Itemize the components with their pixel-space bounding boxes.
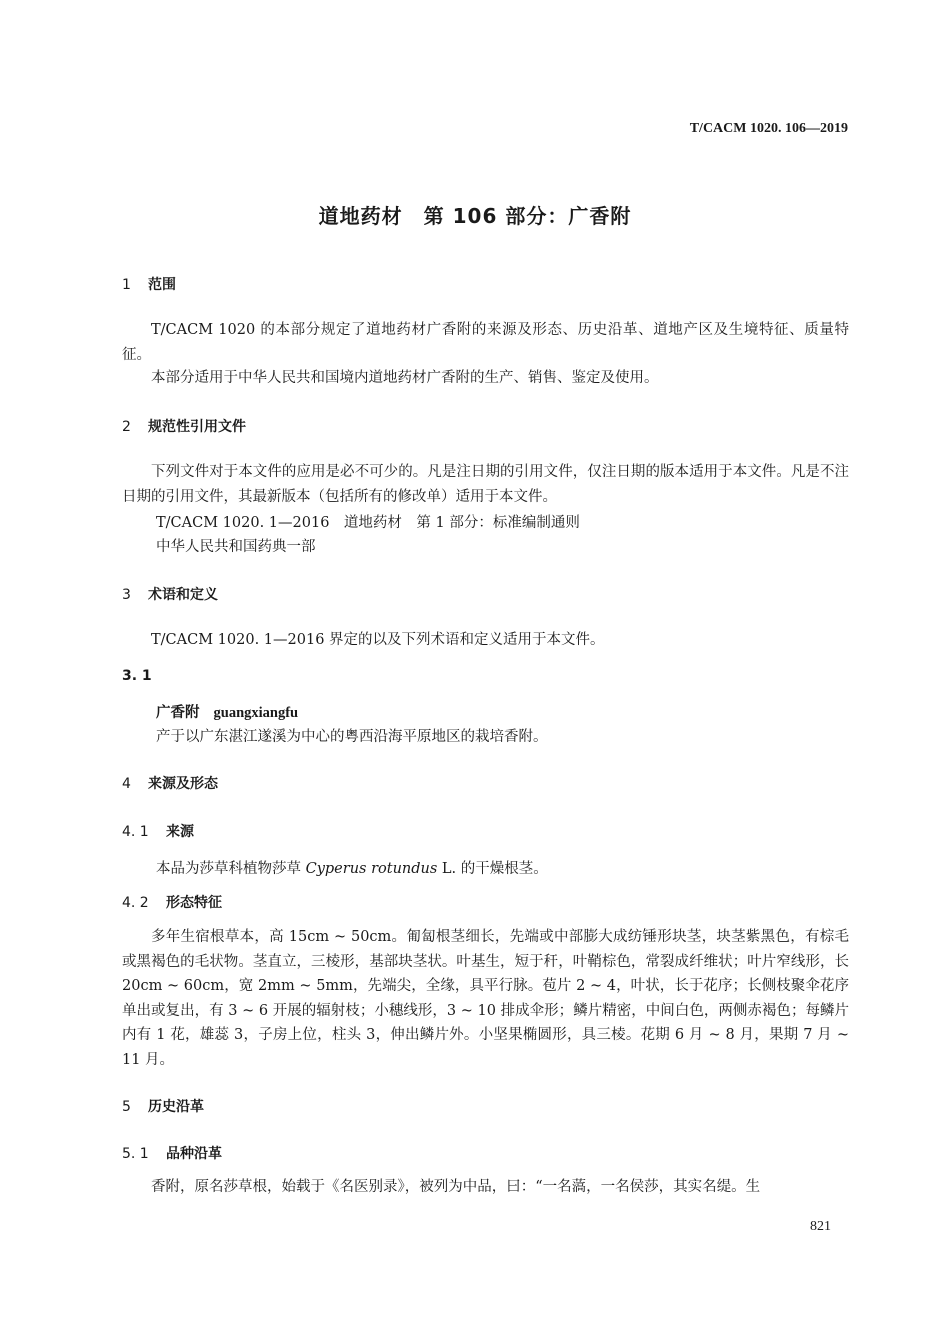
section-2-heading (122, 416, 246, 436)
section-title: 范围 (148, 277, 176, 293)
section-5-heading (122, 1096, 204, 1116)
term-english: guangxiangfu (213, 705, 299, 721)
morphology-paragraph: 多年生宿根草本，高 15cm ~ 50cm。匍匐根茎细长，先端或中部膨大成纺锤形块茎，块茎紫黑色，有棕毛或黑褐色的毛状物。茎直立，三棱形，基部块茎状。叶基生，短于秆，叶鞘棕色，常裂成纤维状；叶片窄线形，长 20cm ~ 60cm，宽 2mm ~ 5mm，先端尖，全缘，具平行脉。苞片 2 ~ 4，叶状，长于花序；长侧枝聚伞花序单出或复出，有 3 ~ 6 开展的辐射枝；小穗线形，3 ~ 10 排成伞形；鳞片精密，中间白色，两侧赤褐色；每鳞片内有 1 花，雄蕊 3，子房上位，柱头 3，伸出鳞片外。小坚果椭圆形，具三棱。花期 6 月 ~ 8 月，果期 7 月 ~ 11 月。 (122, 929, 849, 1068)
subsection-number: 5. 1 (122, 1146, 149, 1162)
section-4-heading (122, 773, 218, 793)
subsection-4-1-heading (122, 821, 194, 841)
source-text: 本品为莎草科植物莎草 (156, 861, 306, 877)
section-title: 来源及形态 (148, 776, 218, 792)
section-3-paragraph-1: T/CACM 1020. 1—2016 界定的以及下列术语和定义适用于本文件。 (151, 632, 605, 648)
term-definition: 产于以广东湛江遂溪为中心的粤西沿海平原地区的栽培香附。 (156, 729, 548, 745)
subsection-title: 品种沿革 (166, 1146, 222, 1162)
section-1-heading (122, 274, 176, 294)
history-paragraph: 香附，原名莎草根，始载于《名医别录》，被列为中品，曰：“一名薃，一名侯莎，其实名缇。生 (151, 1179, 761, 1195)
subsection-3-1-number (122, 668, 152, 684)
section-3-heading (122, 584, 218, 604)
section-number: 2 (122, 419, 131, 435)
subsection-title: 来源 (166, 824, 194, 840)
subsection-number: 4. 1 (122, 824, 149, 840)
section-1-paragraph-1: T/CACM 1020 的本部分规定了道地药材广香附的来源及形态、历史沿革、道地产区及生境特征、质量特征。 (122, 322, 849, 363)
section-title: 规范性引用文件 (148, 419, 246, 435)
section-title: 术语和定义 (148, 587, 218, 603)
subsection-number: 4. 2 (122, 895, 149, 911)
latin-name: Cyperus rotundus (305, 861, 438, 877)
section-number: 5 (122, 1099, 131, 1115)
section-1-paragraph-2: 本部分适用于中华人民共和国境内道地药材广香附的生产、销售、鉴定及使用。 (151, 370, 659, 386)
section-number: 1 (122, 277, 131, 293)
subsection-title: 形态特征 (166, 895, 222, 911)
source-paragraph (156, 857, 548, 878)
subsection-4-2-heading (122, 892, 222, 912)
source-text-end: L. 的干燥根茎。 (437, 861, 548, 877)
standard-code: T/CACM 1020. 106—2019 (689, 121, 848, 136)
section-title: 历史沿革 (148, 1099, 204, 1115)
page-title: 道地药材 第 106 部分：广香附 (318, 204, 632, 228)
reference-item: 中华人民共和国药典一部 (156, 539, 316, 555)
term-chinese: 广香附 (156, 704, 200, 721)
page-number: 821 (810, 1219, 831, 1234)
term-entry (156, 701, 298, 722)
subsection-number: 3. 1 (122, 668, 152, 684)
reference-item: T/CACM 1020. 1—2016 道地药材 第 1 部分：标准编制通则 (156, 515, 580, 531)
section-number: 4 (122, 776, 131, 792)
section-number: 3 (122, 587, 131, 603)
section-2-paragraph-1: 下列文件对于本文件的应用是必不可少的。凡是注日期的引用文件，仅注日期的版本适用于本文件。凡是不注日期的引用文件，其最新版本（包括所有的修改单）适用于本文件。 (122, 464, 849, 505)
subsection-5-1-heading (122, 1143, 222, 1163)
